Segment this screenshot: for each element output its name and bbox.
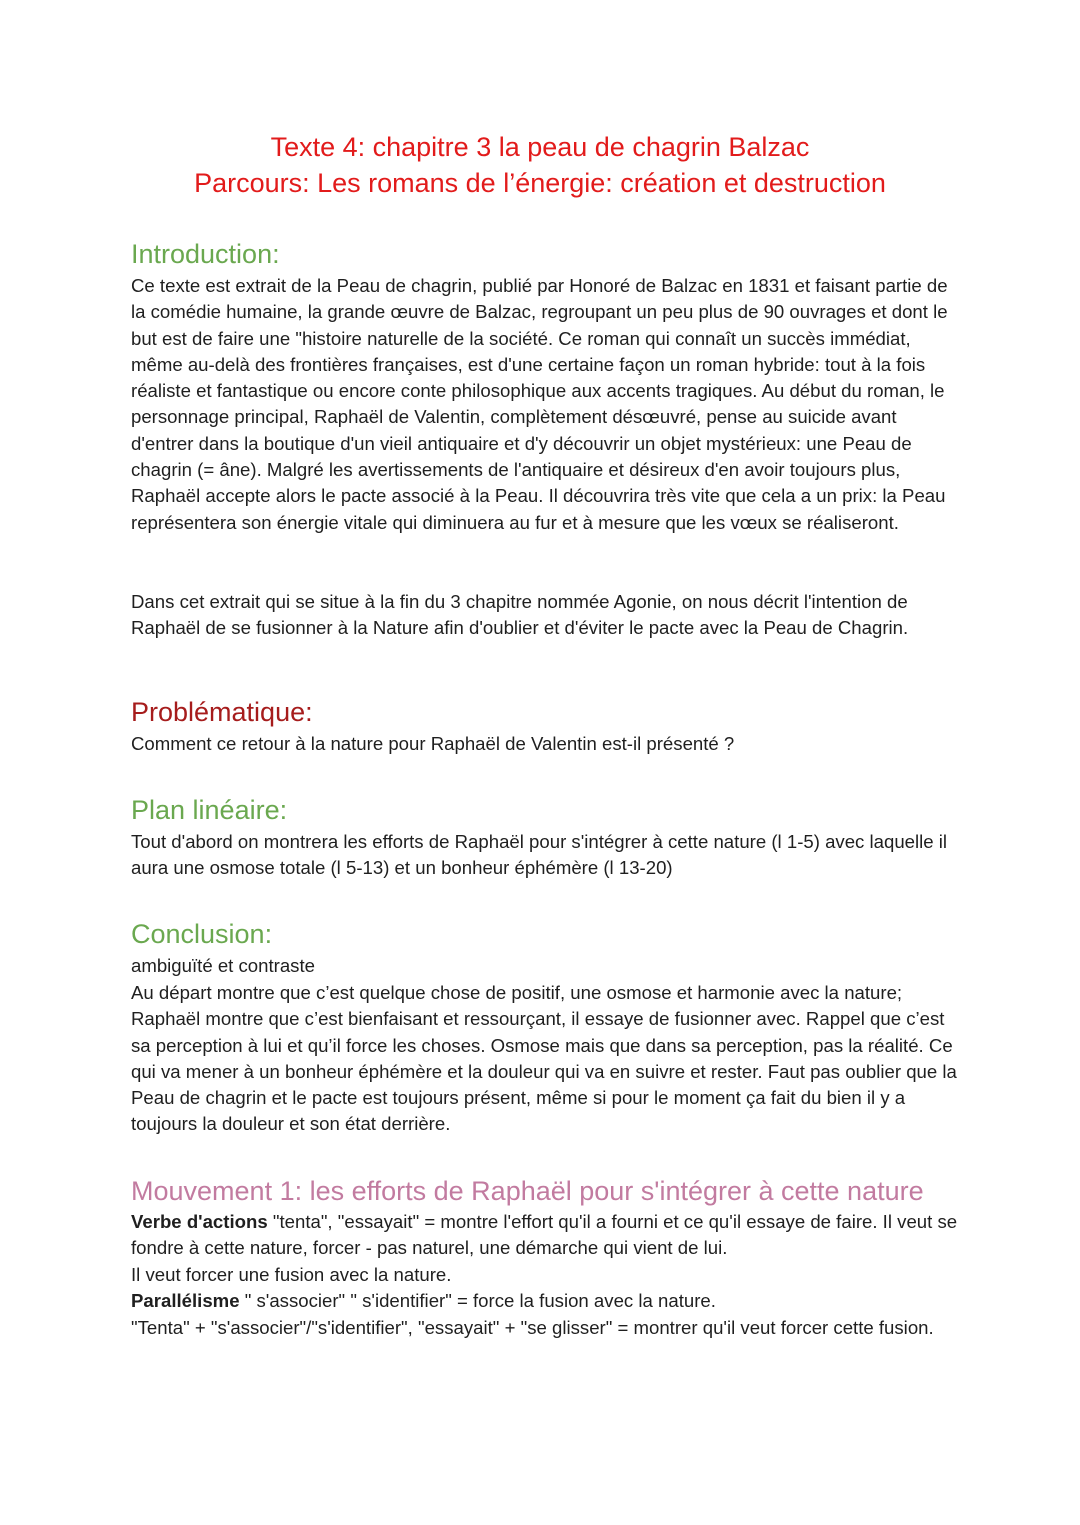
mouvement-1-fusion-line: Il veut forcer une fusion avec la nature. (131, 1264, 452, 1285)
plan-text: Tout d'abord on montrera les efforts de Raphaël pour s'intégrer à cette nature (l 1-5) avec laquelle il aura une osmose totale (l 5-13) et un bonheur éphémère (l 13-20) (131, 831, 948, 879)
parallelisme-text: " s'associer" " s'identifier" = force la fusion avec la nature. (239, 1290, 716, 1311)
conclusion-heading: Conclusion: (131, 919, 273, 949)
mouvement-1-verbes-paragraph (131, 1209, 961, 1262)
mouvement-1-last-paragraph: "Tenta" + "s'associer"/"s'identifier", "essayait" + "se glisser" = montrer qu'il veut forcer cette fusion. (131, 1317, 934, 1338)
verbes-label: Verbe d'actions (131, 1211, 268, 1232)
mouvement-1-parallelisme-paragraph (131, 1288, 961, 1314)
problematique-heading: Problématique: (131, 697, 313, 727)
document-title (0, 129, 1080, 201)
introduction-context-paragraph: Dans cet extrait qui se situe à la fin du 3 chapitre nommée Agonie, on nous décrit l'intention de Raphaël de se fusionner à la Nature afin d'oublier et d'éviter le pacte avec la Peau de Chagrin. (131, 591, 909, 639)
conclusion-text: Au départ montre que c’est quelque chose de positif, une osmose et harmonie avec la nature; Raphaël montre que c’est bienfaisant et ressourçant, il essaye de fusionner avec. Rappel que c’est sa perception à lui et qu’il force les choses. Osmose mais que dans sa perception, pas la réalité. Ce qui va mener à un bonheur éphémère et la douleur qui va en suivre et rester. Faut pas oublier que la Peau de chagrin et le pacte est toujours présent, même si pour le moment ça fait du bien il y a toujours la douleur et son état derrière. (131, 982, 957, 1135)
verbes-text: "tenta", "essayait" = montre l'effort qu'il a fourni et ce qu'il essaye de faire. Il veut se fondre à cette nature, forcer - pas naturel, une démarche qui vient de lui. (131, 1211, 958, 1259)
introduction-paragraph: Ce texte est extrait de la Peau de chagrin, publié par Honoré de Balzac en 1831 et faisant partie de la comédie humaine, la grande œuvre de Balzac, regroupant un peu plus de 90 ouvrages et dont le but est de faire une "histoire naturelle de la société. Ce roman qui connaît un succès immédiat, même au-delà des frontières françaises, est d'une certaine façon un roman hybride: tout à la fois réaliste et fantastique ou encore conte philosophique aux accents tragiques. Au début du roman, le personnage principal, Raphaël de Valentin, complètement désœuvré, pense au suicide avant d'entrer dans la boutique d'un vieil antiquaire et d'y découvrir un objet mystérieux: une Peau de chagrin (= âne). Malgré les avertissements de l'antiquaire et désireux d'en avoir toujours plus, Raphaël accepte alors le pacte associé à la Peau. Il découvrira très vite que cela a un prix: la Peau représentera son énergie vitale qui diminuera au fur et à mesure que les vœux se réaliseront. (131, 275, 948, 533)
problematique-text: Comment ce retour à la nature pour Raphaël de Valentin est-il présenté ? (131, 733, 735, 754)
conclusion-subtitle: ambiguïté et contraste (131, 955, 315, 976)
introduction-heading: Introduction: (131, 239, 280, 269)
plan-heading: Plan linéaire: (131, 795, 288, 825)
parallelisme-label: Parallélisme (131, 1290, 240, 1311)
title-line-2: Parcours: Les romans de l’énergie: création et destruction (194, 168, 886, 198)
mouvement-1-heading: Mouvement 1: les efforts de Raphaël pour s'intégrer à cette nature (131, 1176, 924, 1206)
title-line-1: Texte 4: chapitre 3 la peau de chagrin Balzac (270, 132, 810, 162)
